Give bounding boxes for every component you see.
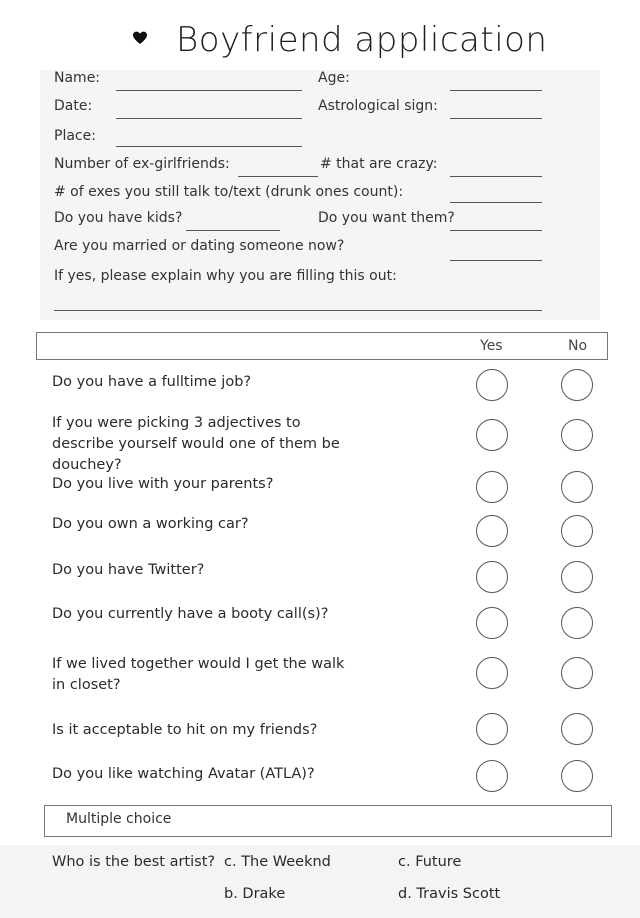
q9-no-radio[interactable] bbox=[561, 760, 593, 792]
age-label: Age: bbox=[318, 70, 350, 86]
yes-column-header: Yes bbox=[480, 338, 503, 354]
multiple-choice-label: Multiple choice bbox=[66, 811, 172, 827]
name-field[interactable] bbox=[116, 90, 302, 91]
q4-yes-radio[interactable] bbox=[476, 515, 508, 547]
mc-question: Who is the best artist? bbox=[52, 854, 216, 870]
q4-no-radio[interactable] bbox=[561, 515, 593, 547]
q6-no-radio[interactable] bbox=[561, 607, 593, 639]
question-2: If you were picking 3 adjectives to describe yourself would one of them be douchey? bbox=[52, 415, 340, 473]
crazy-field[interactable] bbox=[450, 176, 542, 177]
explain-label: If yes, please explain why you are filling this out: bbox=[54, 268, 397, 284]
place-label: Place: bbox=[54, 128, 96, 144]
q5-yes-radio[interactable] bbox=[476, 561, 508, 593]
married-field[interactable] bbox=[450, 260, 542, 261]
question-3: Do you live with your parents? bbox=[52, 476, 274, 492]
crazy-label: # that are crazy: bbox=[320, 156, 438, 172]
want-label: Do you want them? bbox=[318, 210, 455, 226]
question-5: Do you have Twitter? bbox=[52, 562, 205, 578]
no-column-header: No bbox=[568, 338, 588, 354]
astro-field[interactable] bbox=[450, 118, 542, 119]
question-6: Do you currently have a booty call(s)? bbox=[52, 606, 329, 622]
q5-no-radio[interactable] bbox=[561, 561, 593, 593]
exes-field[interactable] bbox=[238, 176, 318, 177]
q8-yes-radio[interactable] bbox=[476, 713, 508, 745]
name-label: Name: bbox=[54, 70, 101, 86]
q1-yes-radio[interactable] bbox=[476, 369, 508, 401]
astro-label: Astrological sign: bbox=[318, 98, 438, 114]
mc-option-weeknd[interactable]: c. The Weeknd bbox=[224, 854, 331, 870]
married-label: Are you married or dating someone now? bbox=[54, 238, 345, 254]
q6-yes-radio[interactable] bbox=[476, 607, 508, 639]
question-4: Do you own a working car? bbox=[52, 516, 249, 532]
want-field[interactable] bbox=[450, 230, 542, 231]
exes-label: Number of ex-girlfriends: bbox=[54, 156, 230, 172]
q3-yes-radio[interactable] bbox=[476, 471, 508, 503]
kids-label: Do you have kids? bbox=[54, 210, 183, 226]
q9-yes-radio[interactable] bbox=[476, 760, 508, 792]
q8-no-radio[interactable] bbox=[561, 713, 593, 745]
q2-yes-radio[interactable] bbox=[476, 419, 508, 451]
mc-option-drake[interactable]: b. Drake bbox=[224, 886, 286, 902]
age-field[interactable] bbox=[450, 90, 542, 91]
q7-no-radio[interactable] bbox=[561, 657, 593, 689]
yes-no-header bbox=[36, 332, 608, 360]
q3-no-radio[interactable] bbox=[561, 471, 593, 503]
q7-yes-radio[interactable] bbox=[476, 657, 508, 689]
talk-label: # of exes you still talk to/text (drunk ones count): bbox=[54, 184, 404, 200]
talk-field[interactable] bbox=[450, 202, 542, 203]
kids-field[interactable] bbox=[186, 230, 280, 231]
title-row bbox=[0, 14, 640, 64]
q2-no-radio[interactable] bbox=[561, 419, 593, 451]
question-8: Is it acceptable to hit on my friends? bbox=[52, 722, 318, 738]
mc-option-travis-scott[interactable]: d. Travis Scott bbox=[398, 886, 501, 902]
question-1: Do you have a fulltime job? bbox=[52, 374, 252, 390]
explain-field[interactable] bbox=[54, 310, 542, 311]
date-field[interactable] bbox=[116, 118, 302, 119]
page-title: Boyfriend application bbox=[176, 20, 548, 60]
date-label: Date: bbox=[54, 98, 93, 114]
heart-icon bbox=[132, 30, 148, 46]
mc-option-future[interactable]: c. Future bbox=[398, 854, 462, 870]
q1-no-radio[interactable] bbox=[561, 369, 593, 401]
question-9: Do you like watching Avatar (ATLA)? bbox=[52, 766, 315, 782]
question-7: If we lived together would I get the walk in closet? bbox=[52, 656, 345, 693]
place-field[interactable] bbox=[116, 146, 302, 147]
